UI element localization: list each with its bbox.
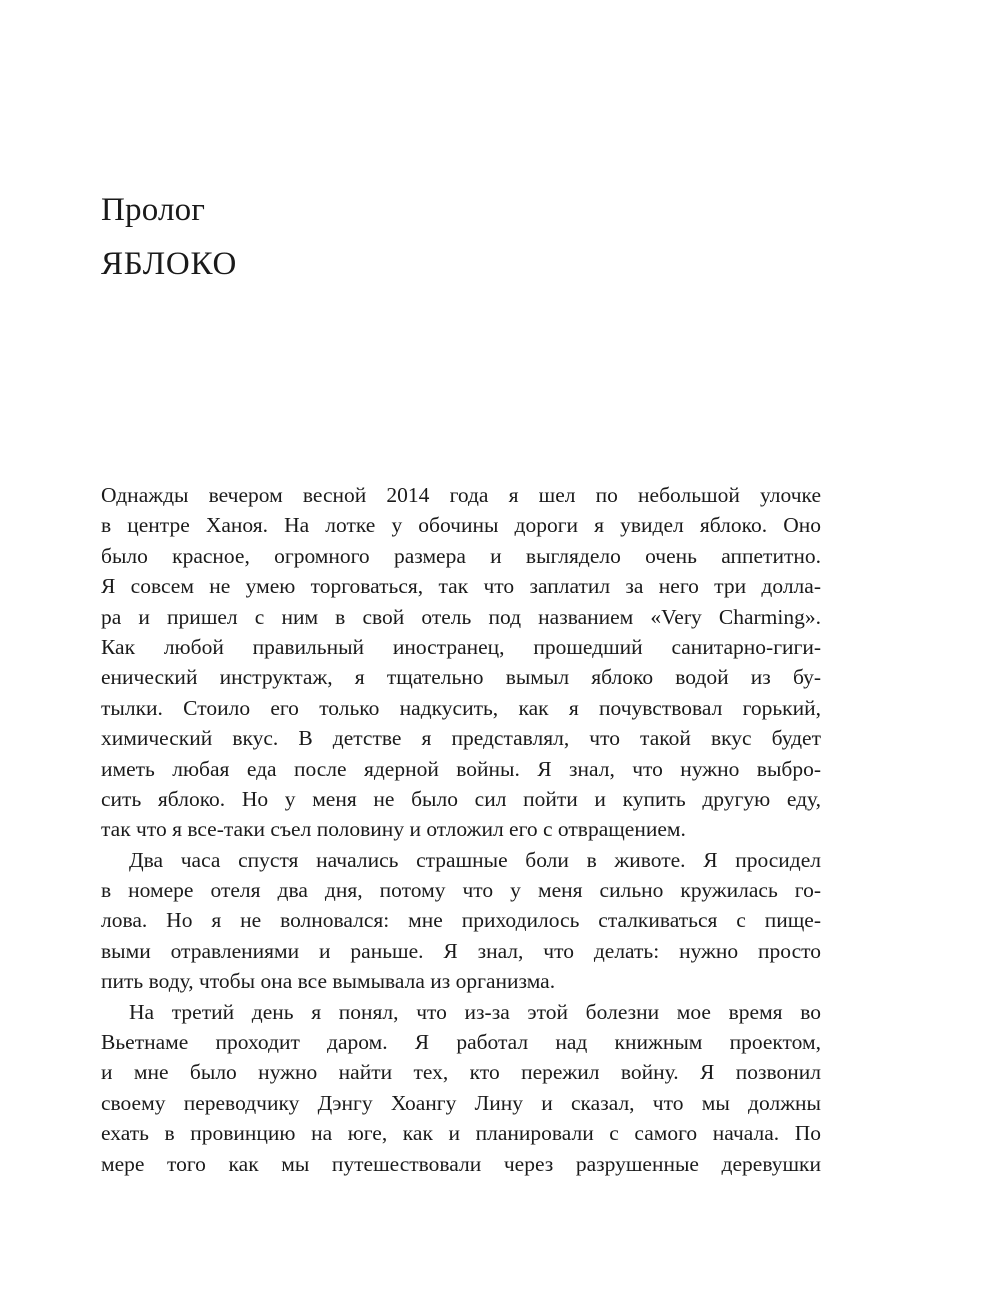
text-line: в центре Ханоя. На лотке у обочины дороги я увидел яблоко. Оно bbox=[101, 513, 821, 538]
text-line: выми отравлениями и раньше. Я знал, что делать: нужно просто bbox=[101, 938, 821, 963]
text-line: тылки. Стоило его только надкусить, как я почувствовал горький, bbox=[101, 695, 821, 720]
text-line: На третий день я понял, что из-за этой болезни мое время во bbox=[129, 999, 821, 1024]
text-line: Как любой правильный иностранец, прошедший санитарно-гиги- bbox=[101, 634, 821, 659]
text-line: химический вкус. В детстве я представлял, что такой вкус будет bbox=[101, 726, 821, 751]
paragraph-3 bbox=[101, 997, 821, 1179]
text-line: ра и пришел с ним в свой отель под названием «Very Charming». bbox=[101, 604, 821, 629]
chapter-heading bbox=[101, 186, 237, 288]
text-line: Вьетнаме проходит даром. Я работал над книжным проектом, bbox=[101, 1030, 821, 1055]
text-line: в номере отеля два дня, потому что у меня сильно кружилась го- bbox=[101, 878, 821, 903]
text-line: иметь любая еда после ядерной войны. Я знал, что нужно выбро- bbox=[101, 756, 821, 781]
text-line: Я совсем не умею торговаться, так что заплатил за него три долла- bbox=[101, 574, 821, 599]
text-line: было красное, огромного размера и выглядело очень аппетитно. bbox=[101, 543, 821, 568]
text-line: Однажды вечером весной 2014 года я шел по небольшой улочке bbox=[101, 483, 821, 507]
text-line: пить воду, чтобы она все вымывала из организма. bbox=[101, 969, 556, 994]
text-line: своему переводчику Дэнгу Хоангу Лину и сказал, что мы должны bbox=[101, 1090, 821, 1115]
chapter-title: ЯБЛОКО bbox=[101, 246, 238, 282]
text-line: мере того как мы путешествовали через разрушенные деревушки bbox=[101, 1151, 821, 1176]
text-line: лова. Но я не волновался: мне приходилось сталкиваться с пище- bbox=[101, 908, 821, 933]
text-line: и мне было нужно найти тех, кто пережил войну. Я позвонил bbox=[101, 1060, 821, 1085]
body-text bbox=[101, 480, 821, 1179]
text-line: сить яблоко. Но у меня не было сил пойти и купить другую еду, bbox=[101, 786, 821, 811]
paragraph-1 bbox=[101, 480, 821, 845]
text-line: енический инструктаж, я тщательно вымыл яблоко водой из бу- bbox=[101, 665, 821, 690]
text-line: Два часа спустя начались страшные боли в животе. Я просидел bbox=[129, 847, 821, 872]
text-line: ехать в провинцию на юге, как и планировали с самого начала. По bbox=[101, 1121, 821, 1146]
paragraph-2 bbox=[101, 845, 821, 997]
chapter-label: Пролог bbox=[101, 192, 206, 228]
text-line: так что я все-таки съел половину и отложил его с отвращением. bbox=[101, 817, 686, 842]
